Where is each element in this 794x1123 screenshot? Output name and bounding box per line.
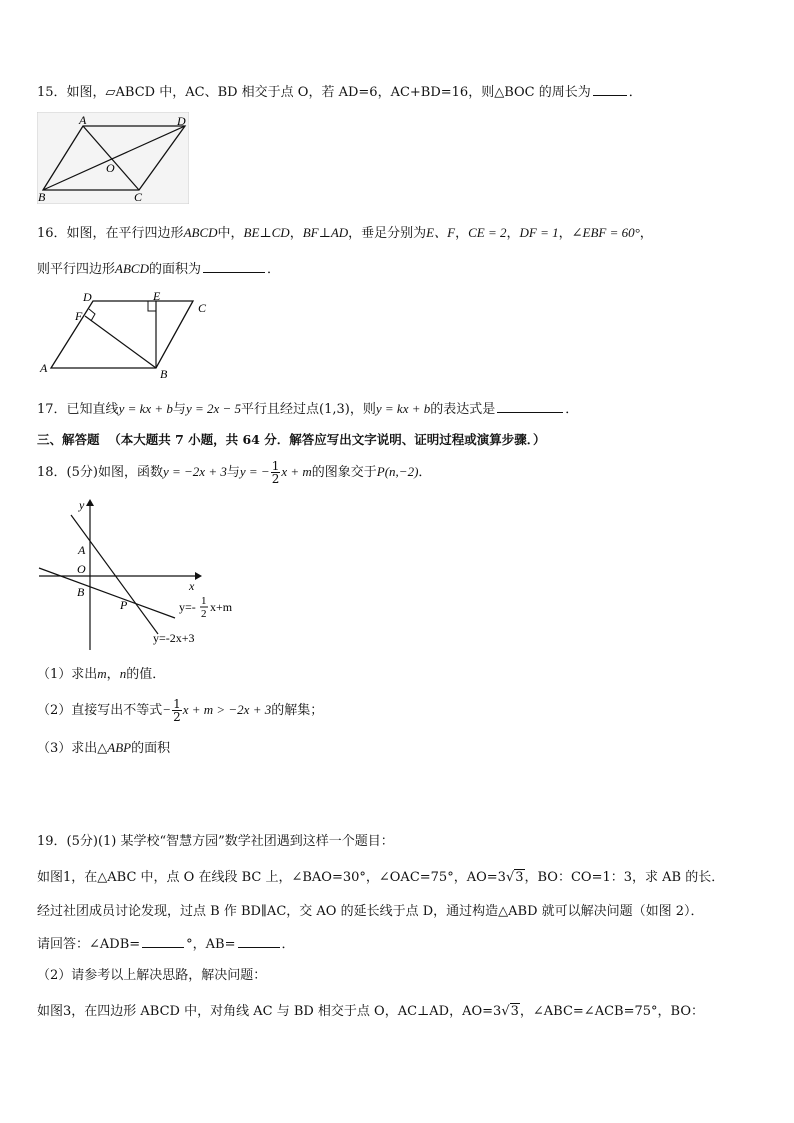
q16-answer-blank[interactable] — [203, 260, 265, 273]
q18-sub2-fraction — [172, 698, 182, 723]
q18-sub2-numerator: 1 — [173, 697, 181, 711]
q19-line2-coefficient: 3 — [497, 870, 506, 885]
q18-sub3-triangle: △ABP — [97, 740, 132, 755]
q18-sub2-text-c: 的解集； — [271, 703, 324, 718]
q16-abcd: ABCD — [183, 225, 218, 240]
q16-line2 — [37, 260, 280, 279]
q16-parallelogram-shape — [51, 301, 193, 368]
q18-y-axis-arrow — [86, 499, 94, 506]
q17-eq2: y = 2x − 5 — [185, 401, 242, 416]
q19-line1 — [37, 833, 394, 851]
q16-label-e: E — [153, 290, 161, 303]
q19-line4-text-c: ． — [281, 937, 295, 952]
q19-part1: (1) 某学校“智慧方园”数学社团遇到这样一个题目： — [97, 834, 394, 849]
q18-label-x: x — [189, 579, 195, 593]
q16-text-c: ，垂足分别为 — [348, 226, 427, 241]
q18-text-b: 与 — [226, 465, 240, 480]
q18-eq1: y = −2x + 3 — [162, 464, 227, 479]
q16-ef: E、F — [426, 225, 456, 240]
q16-line2-period: ． — [266, 262, 280, 277]
q19-angle-adb-blank[interactable] — [142, 935, 184, 948]
q15-period: ． — [628, 85, 642, 100]
q15-parallelogram-figure — [37, 112, 189, 204]
q18-text-d: ． — [418, 465, 432, 480]
q18-sub2-neg: − — [162, 702, 172, 717]
q17-eq1: y = kx + b — [118, 401, 173, 416]
q16-line1 — [37, 224, 653, 243]
q18-score: (5分) — [66, 465, 98, 480]
q18-sub3-text-a: （3）求出 — [37, 741, 98, 756]
q18-text-a: 如图，函数 — [97, 465, 163, 480]
q19-line4 — [37, 935, 295, 954]
section3-title: 三、解答题 — [37, 432, 100, 447]
q18-label-b: B — [77, 585, 85, 599]
q19-line4-text-a: 请回答：∠ADB= — [37, 937, 141, 952]
q16-label-d: D — [83, 290, 92, 304]
q18-line1-numerator: 1 — [201, 595, 207, 607]
q18-line1-denominator: 2 — [201, 608, 207, 620]
q16-angle-ebf: ∠EBF = 60° — [571, 225, 640, 240]
q16-segment-bf — [85, 316, 156, 368]
q17-eq3: y = kx + b — [375, 401, 431, 416]
q19-line2-sqrt: √3 — [505, 870, 524, 885]
q18-eq2-prefix: y = − — [239, 464, 270, 479]
q17-text-c: 平行且经过点 — [241, 402, 320, 417]
q18-line — [37, 460, 431, 485]
q16-text-a: 如图，在平行四边形 — [66, 226, 184, 241]
q18-sub1-m: m — [97, 666, 107, 681]
q19-line2-text-a: 如图1，在△ABC 中，点 O 在线段 BC 上，∠BAO=30°，∠OAC=75°，AO= — [37, 870, 498, 885]
q17-period: ． — [565, 402, 579, 417]
q18-eq2-denominator: 2 — [271, 472, 280, 486]
q15-label-a: A — [79, 113, 87, 127]
q19-line5 — [37, 967, 266, 985]
q16-ce: CE = 2 — [468, 225, 507, 240]
q16-line2-text-a: 则平行四边形 — [37, 262, 116, 277]
q17-text-a: 已知直线 — [66, 402, 119, 417]
q18-text-c: 的图象交于 — [311, 465, 377, 480]
q19-line6-text-b: ，∠ABC=∠ACB=75°，BO： — [519, 1004, 704, 1019]
q17-text-d: ，则 — [349, 402, 376, 417]
q18-line1-prefix: y=- — [179, 600, 196, 614]
q16-label-a: A — [40, 361, 48, 375]
q18-sub1-n: n — [119, 666, 127, 681]
q18-sub2-text-a: （2）直接写出不等式 — [37, 703, 163, 718]
q19-line2 — [37, 867, 724, 889]
q18-eq2-suffix: x + m — [281, 464, 312, 479]
q18-sub1-sep: ， — [106, 667, 120, 682]
q19-number: 19． — [37, 834, 67, 849]
q18-line1-suffix: x+m — [210, 600, 233, 614]
q16-label-c: C — [198, 301, 207, 315]
q15-label-o: O — [106, 161, 115, 175]
q18-label-line-shallow — [179, 595, 233, 620]
q17-point: (1,3) — [319, 402, 350, 417]
section3-heading — [37, 431, 546, 449]
q15-label-c: C — [134, 190, 143, 204]
q18-eq2-numerator: 1 — [271, 459, 280, 473]
q16-sep3: ， — [506, 226, 520, 241]
q17-answer-blank[interactable] — [497, 400, 563, 413]
q19-line6-radicand: 3 — [510, 1004, 519, 1019]
q16-bf-perp-ad: BF⊥AD — [302, 225, 349, 240]
q19-line3-text: 经过社团成员讨论发现，过点 B 作 BD∥AC，交 AO 的延长线于点 D，通过构造△ABD 就可以解决问题（如图 2）． — [37, 904, 704, 919]
q19-ab-blank[interactable] — [238, 935, 280, 948]
q18-label-line-steep: y=-2x+3 — [153, 631, 195, 645]
q19-line6-text-a: 如图3，在四边形 ABCD 中，对角线 AC 与 BD 相交于点 O，AC⊥AD，AO= — [37, 1004, 494, 1019]
q19-line4-text-b: °，AB= — [186, 937, 236, 952]
q18-sub2-inequality: x + m > −2x + 3 — [182, 702, 272, 717]
q15-number: 15． — [37, 85, 67, 100]
q16-sep2: ， — [455, 226, 469, 241]
q17-line — [37, 400, 578, 419]
q18-sub1-text-a: （1）求出 — [37, 667, 98, 682]
q16-line2-text-b: 的面积为 — [148, 262, 201, 277]
q18-eq2-fraction — [271, 460, 281, 485]
q16-label-f: F — [75, 309, 83, 323]
q16-line2-abcd: ABCD — [115, 261, 149, 276]
q18-sub2-denominator: 2 — [173, 710, 181, 724]
q16-sep1: ， — [289, 226, 303, 241]
q18-sub1-text-b: 的值． — [126, 667, 166, 682]
q16-parallelogram-figure — [37, 290, 227, 382]
q19-score: (5分) — [66, 834, 98, 849]
q17-text-e: 的表达式是 — [430, 402, 496, 417]
q16-sep4: ， — [558, 226, 572, 241]
q19-line6 — [37, 1001, 704, 1023]
q15-answer-blank[interactable] — [593, 83, 627, 96]
q17-text-b: 与 — [172, 402, 186, 417]
q16-label-b: B — [160, 367, 168, 381]
q15-line — [37, 83, 642, 102]
q19-line2-text-b: ，BO：CO=1：3，求 AB 的长． — [524, 870, 725, 885]
q16-sep5: ， — [639, 226, 653, 241]
q18-x-axis-arrow — [195, 572, 202, 580]
q18-sub3-text-b: 的面积 — [131, 741, 171, 756]
q18-coordinate-figure — [37, 492, 267, 652]
q16-be-perp-cd: BE⊥CD — [243, 225, 290, 240]
q18-sub3 — [37, 739, 170, 758]
q17-number: 17． — [37, 402, 67, 417]
q16-df: DF = 1 — [519, 225, 559, 240]
q19-line2-radicand: 3 — [515, 870, 524, 885]
q15-label-d: D — [177, 114, 186, 128]
q18-point: P(n,−2) — [376, 464, 419, 479]
q18-label-o: O — [77, 562, 86, 576]
q16-text-b: 中， — [217, 226, 244, 241]
q19-line5-text: （2）请参考以上解决思路，解决问题： — [37, 968, 267, 983]
q18-number: 18． — [37, 465, 67, 480]
q18-sub1 — [37, 665, 165, 684]
section3-description: （本大题共 7 小题，共 64 分．解答应写出文字说明、证明过程或演算步骤．） — [108, 432, 546, 447]
q18-sub2 — [37, 698, 323, 723]
q19-line6-coefficient: 3 — [493, 1004, 502, 1019]
q18-label-a: A — [78, 543, 86, 557]
q15-text: 如图，▱ABCD 中，AC、BD 相交于点 O，若 AD=6，AC+BD=16，则△BOC 的周长为 — [66, 85, 591, 100]
q15-label-b: B — [38, 190, 46, 204]
q18-label-y: y — [79, 498, 85, 512]
q18-label-p: P — [120, 598, 128, 612]
q16-number: 16． — [37, 226, 67, 241]
q19-line6-sqrt: √3 — [501, 1004, 519, 1019]
q19-line3 — [37, 903, 704, 921]
